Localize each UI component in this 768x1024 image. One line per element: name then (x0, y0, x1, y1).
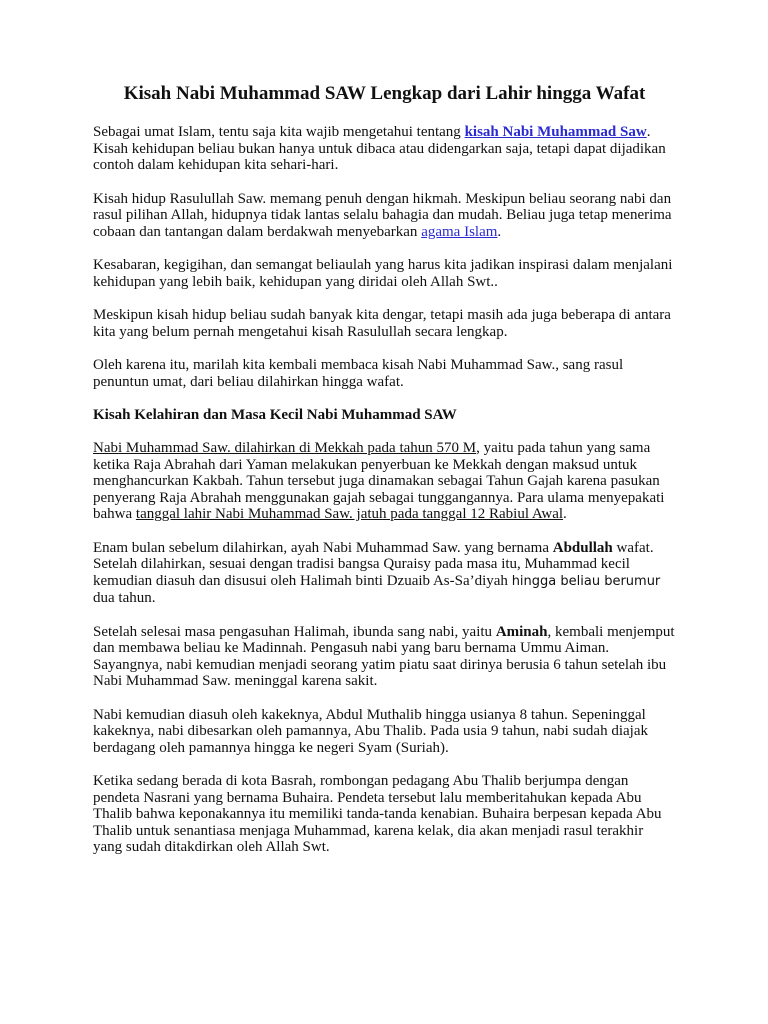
text-span: . Kisah kehidupan beliau bukan hanya untuk dibaca atau didengarkan saja, tetapi dapat dijadikan contoh dalam kehidupan kita sehari-hari. (93, 124, 666, 173)
bold-name: Aminah (495, 623, 548, 640)
paragraph-meskipun: Meskipun kisah hidup beliau sudah banyak kita dengar, tetapi masih ada juga beberapa di antara kita yang belum pernah mengetahui kisah Rasulullah secara lengkap. (93, 307, 671, 340)
text-span: wafat. Setelah dilahirkan, sesuai dengan tradisi bangsa Quraisy pada masa itu, Muhammad kecil kemudian diasuh dan disusui oleh Halimah binti Dzuaib As-Sa’diyah (93, 539, 654, 589)
paragraph-intro (93, 124, 676, 174)
paragraph-kelahiran (93, 440, 676, 523)
text-span: Setelah selesai masa pengasuhan Halimah, ibunda sang nabi, yaitu (93, 623, 496, 640)
bold-name: Abdullah (552, 539, 613, 556)
text-span: Enam bulan sebelum dilahirkan, ayah Nabi Muhammad Saw. yang bernama (93, 539, 553, 556)
paragraph-hikmah (93, 191, 676, 241)
text-span: . (563, 506, 567, 522)
section-heading: Kisah Kelahiran dan Masa Kecil Nabi Muhammad SAW (93, 407, 457, 423)
paragraph-kesabaran: Kesabaran, kegigihan, dan semangat beliaulah yang harus kita jadikan inspirasi dalam menjalani kehidupan yang lebih baik, kehidupan yang diridai oleh Allah Swt.. (93, 257, 673, 290)
link-kisah-nabi[interactable]: kisah Nabi Muhammad Saw (464, 124, 647, 140)
link-agama-islam[interactable]: agama Islam (421, 223, 498, 240)
paragraph-buhaira: Ketika sedang berada di kota Basrah, rombongan pedagang Abu Thalib berjumpa dengan pendeta Nasrani yang bernama Buhaira. Pendeta tersebut lalu memberitahukan kepada Abu Thalib bahwa keponakannya itu memiliki tanda-tanda kenabian. Buhaira berpesan kepada Abu Thalib untuk senantiasa menjaga Muhammad, karena kelak, dia akan menjadi rasul terakhir yang sudah ditakdirkan oleh Allah Swt. (93, 773, 662, 855)
underlined-text: Nabi Muhammad Saw. dilahirkan di Mekkah pada tahun 570 M (93, 440, 477, 456)
text-span: Kisah hidup Rasulullah Saw. memang penuh dengan hikmah. Meskipun beliau seorang nabi dan rasul pilihan Allah, hidupnya tidak lantas selalu bahagia dan mudah. Beliau juga tetap menerima cobaan dan tantangan dalam berdakwah menyebarkan (93, 190, 672, 240)
text-span: hingga beliau berumur (511, 573, 661, 589)
paragraph-aminah (93, 624, 676, 690)
paragraph-abdul-muthalib: Nabi kemudian diasuh oleh kakeknya, Abdul Muthalib hingga usianya 8 tahun. Sepeninggal kakeknya, nabi dibesarkan oleh pamannya, Abu Thalib. Pada usia 9 tahun, nabi sudah diajak berdagang oleh pamannya hingga ke negeri Syam (Suriah). (93, 706, 648, 756)
underlined-text: tanggal lahir Nabi Muhammad Saw. jatuh pada tanggal 12 Rabiul Awal (135, 506, 564, 522)
text-span: Sebagai umat Islam, tentu saja kita wajib mengetahui tentang (93, 124, 465, 140)
text-span: . (497, 223, 502, 240)
document-title: Kisah Nabi Muhammad SAW Lengkap dari Lahir hingga Wafat (123, 83, 646, 104)
text-span: dua tahun. (93, 590, 156, 606)
text-span: , yaitu pada tahun yang sama ketika Raja Abrahah dari Yaman melakukan penyerbuan ke Mekkah dengan maksud untuk menghancurkan Kakbah. Tahun tersebut juga dinamakan sebagai Tahun Gajah karena pasukan penyerang Raja Abrahah menggunakan gajah sebagai tunggangannya. Para ulama menyepakati bahwa (93, 440, 665, 522)
paragraph-abdullah (93, 540, 676, 607)
text-span: , kembali menjemput dan membawa beliau ke Madinnah. Pengasuh nabi yang baru bernama Ummu Aiman. Sayangnya, nabi kemudian menjadi seorang yatim piatu saat dirinya berusia 6 tahun setelah ibu Nabi Muhammad Saw. meninggal karena sakit. (93, 623, 675, 689)
paragraph-oleh-karena: Oleh karena itu, marilah kita kembali membaca kisah Nabi Muhammad Saw., sang rasul penuntun umat, dari beliau dilahirkan hingga wafat. (93, 357, 624, 390)
